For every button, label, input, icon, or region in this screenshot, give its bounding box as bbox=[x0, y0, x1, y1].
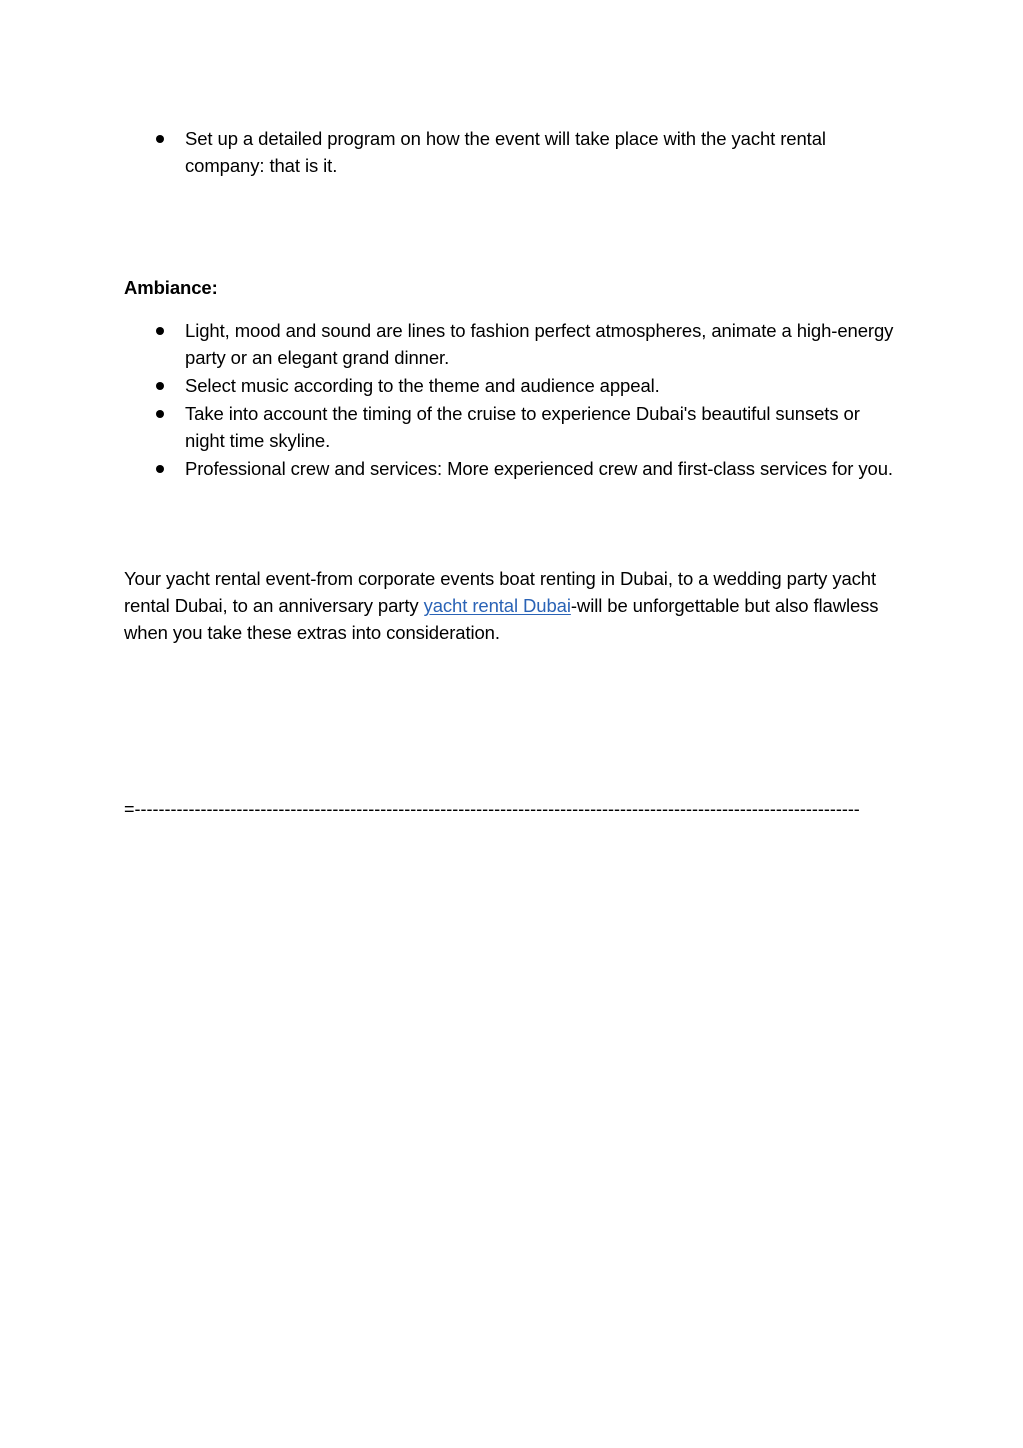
bullet-icon bbox=[156, 327, 164, 335]
bullet-icon bbox=[156, 135, 164, 143]
closing-paragraph bbox=[124, 565, 904, 646]
program-bullet-list bbox=[124, 125, 904, 180]
yacht-rental-dubai-link[interactable]: yacht rental Dubai bbox=[423, 595, 571, 616]
list-item-text: Take into account the timing of the cruise to experience Dubai's beautiful sunsets or night time skyline. bbox=[185, 403, 860, 451]
closing-text-before-link: Your yacht rental event-from corporate events boat renting in Dubai, to a wedding party yacht rental Dubai, to an anniversary party bbox=[124, 568, 877, 616]
list-item-text: Select music according to the theme and audience appeal. bbox=[185, 375, 660, 396]
closing-text-after-link: -will be unforgettable but also flawless when you take these extras into consideration. bbox=[124, 595, 879, 643]
list-item bbox=[124, 400, 904, 454]
list-item-text: Set up a detailed program on how the event will take place with the yacht rental company: that is it. bbox=[185, 128, 826, 176]
dashed-divider: =------------------------------------------------------------------------------------------------------------------------- bbox=[124, 799, 860, 819]
list-item-text: Professional crew and services: More experienced crew and first-class services for you. bbox=[185, 458, 893, 479]
list-item-text: Light, mood and sound are lines to fashion perfect atmospheres, animate a high-energy party or an elegant grand dinner. bbox=[185, 320, 894, 368]
list-item bbox=[124, 125, 904, 179]
bullet-icon bbox=[156, 465, 164, 473]
bullet-icon bbox=[156, 410, 164, 418]
list-item bbox=[124, 372, 904, 399]
list-item bbox=[124, 317, 904, 371]
ambiance-bullet-list bbox=[124, 317, 904, 483]
bullet-icon bbox=[156, 382, 164, 390]
section-heading-ambiance: Ambiance: bbox=[124, 277, 218, 298]
list-item bbox=[124, 455, 904, 482]
